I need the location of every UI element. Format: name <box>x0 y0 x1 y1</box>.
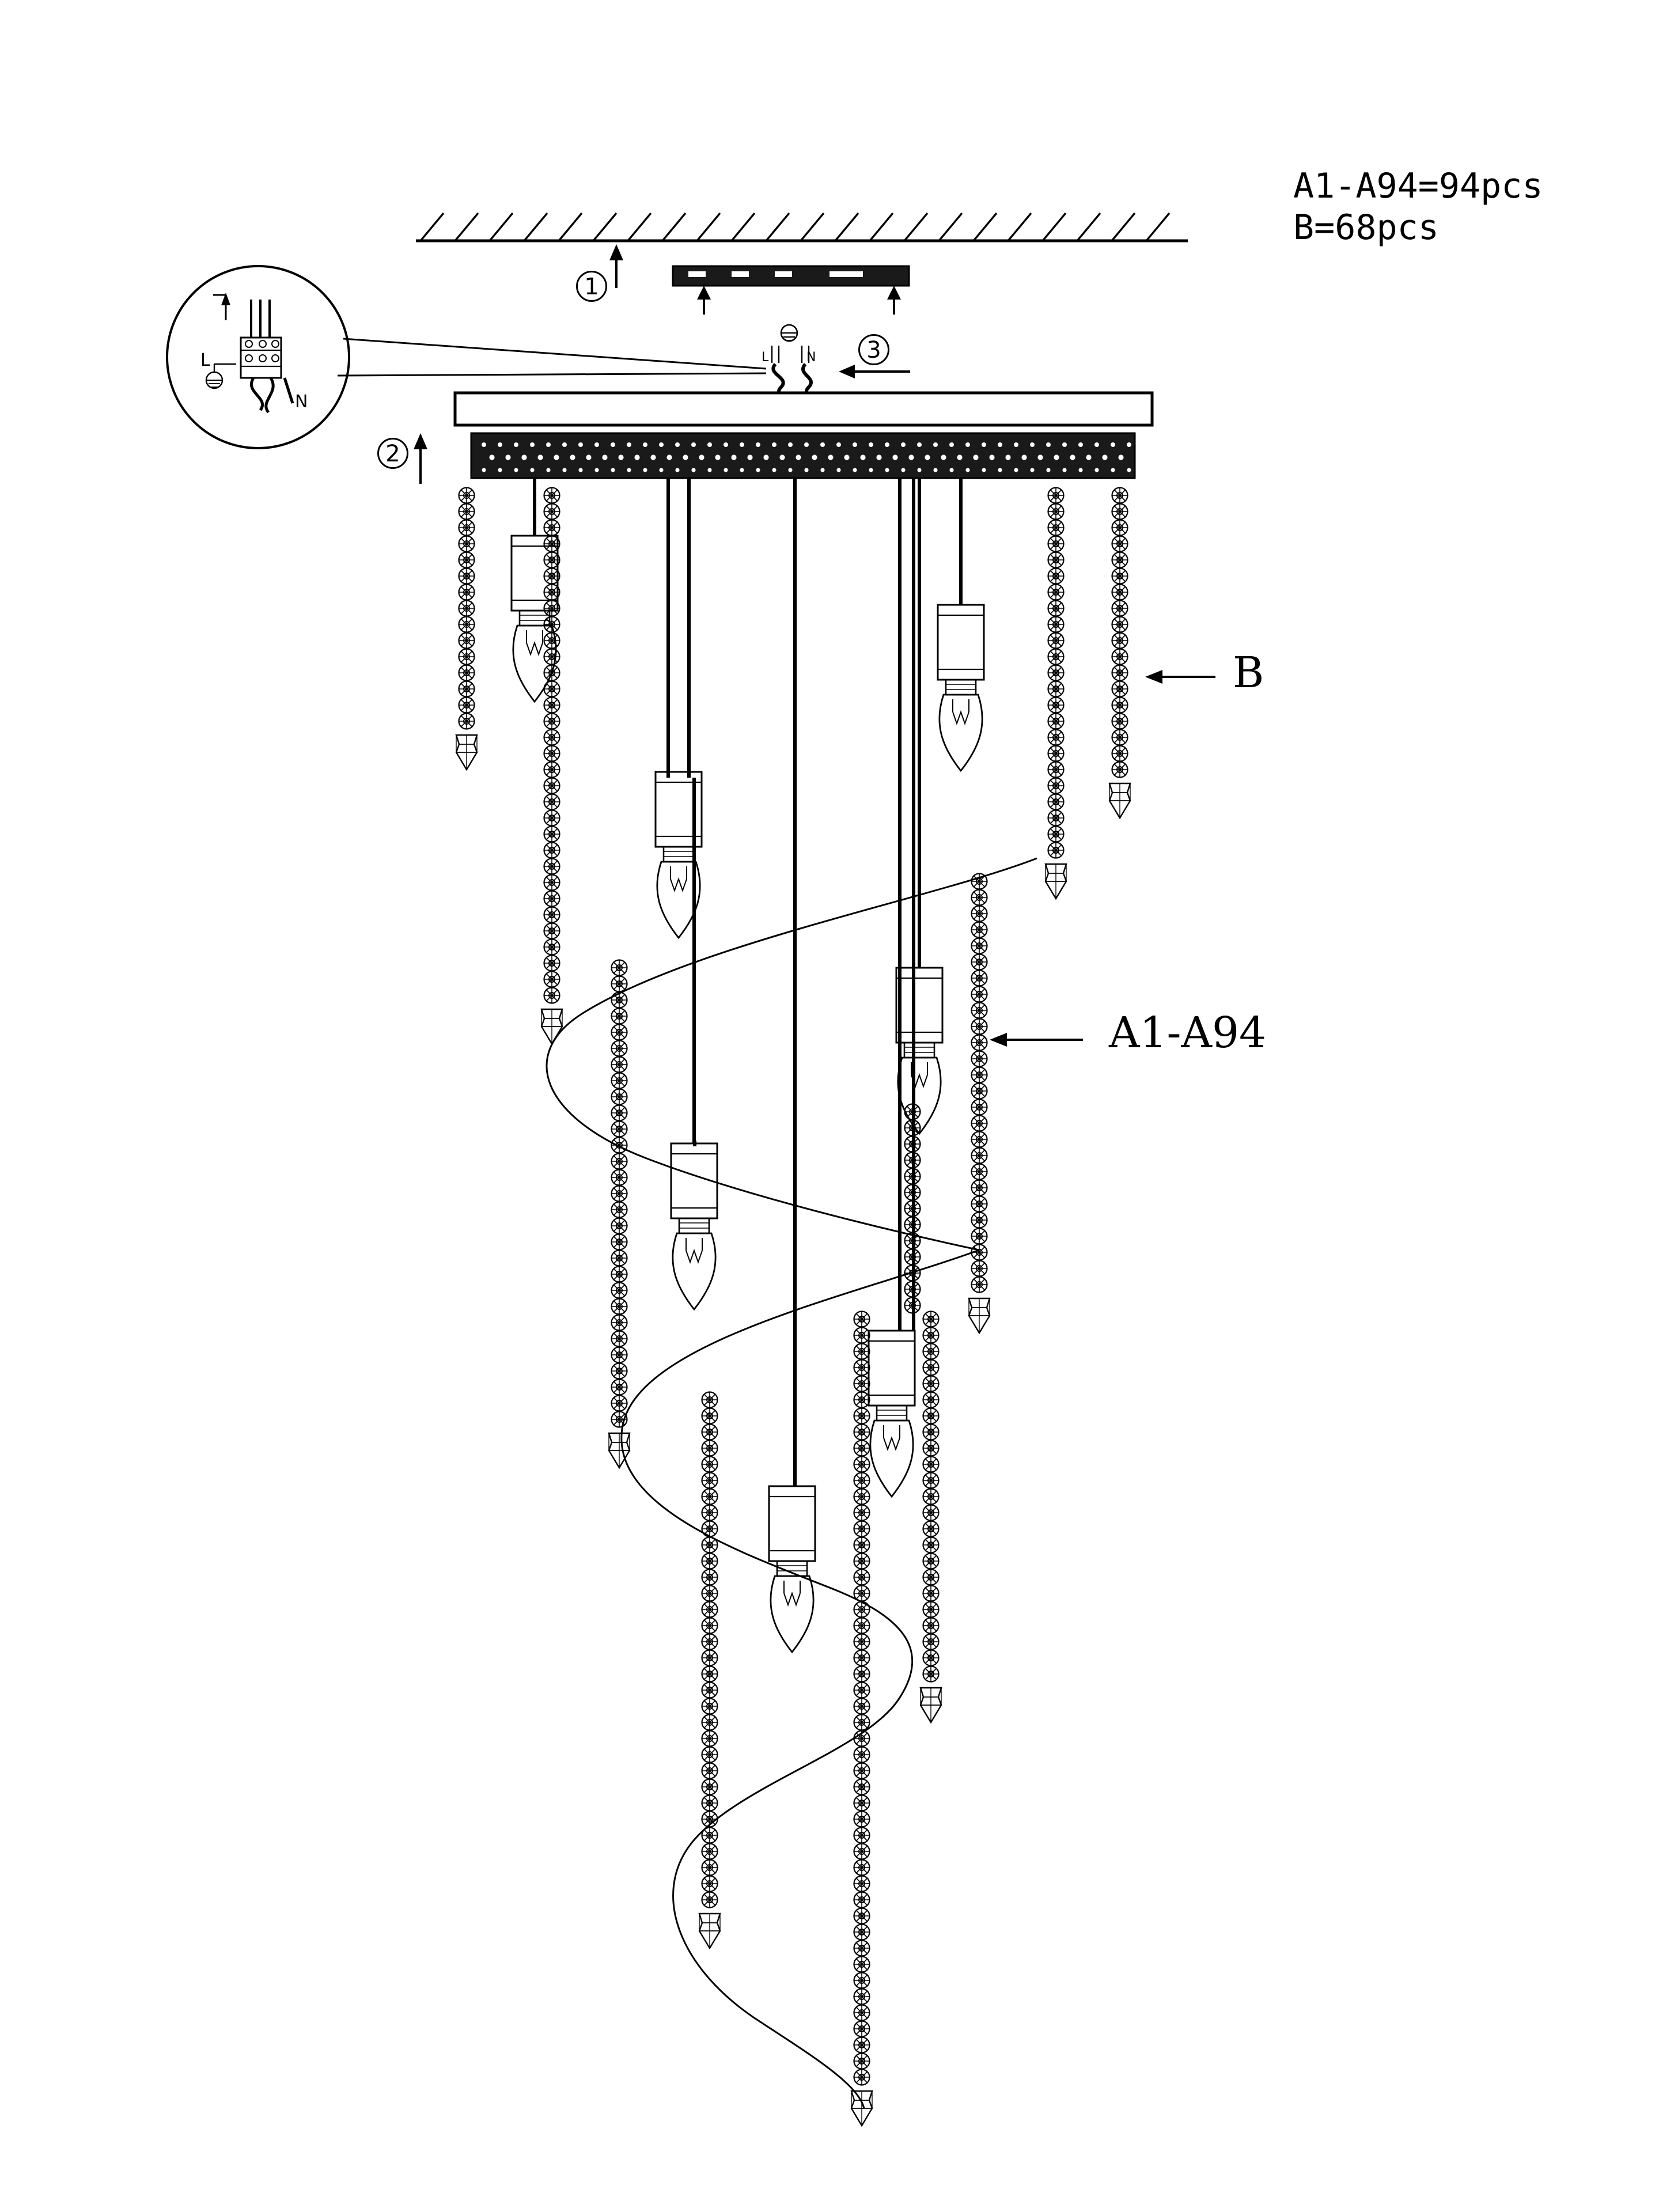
parts-count-b: B=68pcs <box>1293 207 1439 248</box>
detail-wire-label-neutral: N <box>295 392 308 412</box>
bead-strand-7 <box>905 1104 921 1313</box>
crystal-band <box>471 433 1135 478</box>
canopy-plate <box>455 393 1152 425</box>
callout-label-b: B <box>1233 648 1264 698</box>
step-marker-2: 2 <box>377 438 408 469</box>
callout-arrow-B <box>1145 670 1215 684</box>
lamp-unit-7 <box>769 1486 815 1652</box>
step-3-arrow <box>839 365 910 378</box>
lamp-unit-3 <box>938 605 984 771</box>
bead-strand-4 <box>699 1392 720 1949</box>
bead-strand-3 <box>609 960 630 1468</box>
bead-strand-6 <box>921 1312 941 1723</box>
ceiling-hatching <box>416 213 1188 241</box>
detail-wire-label-live: L <box>200 350 210 370</box>
step-1-arrow <box>609 244 623 288</box>
mounting-bracket <box>673 266 909 315</box>
callout-arrow-A <box>990 1033 1083 1047</box>
step-marker-3: 3 <box>858 334 889 365</box>
lamp-unit-5 <box>671 778 717 1309</box>
step-marker-1: 1 <box>576 271 607 302</box>
wire-label-live: L <box>762 350 769 365</box>
bead-strand-10 <box>1109 488 1130 819</box>
lamp-unit-6 <box>869 1331 915 1497</box>
callout-label-a: A1-A94 <box>1109 1008 1267 1058</box>
bead-strand-8 <box>969 874 990 1334</box>
parts-count-a: A1-A94=94pcs <box>1293 166 1543 206</box>
bead-strand-2 <box>541 488 562 1044</box>
wire-label-neutral: N <box>806 350 816 365</box>
bead-strand-9 <box>1046 488 1066 899</box>
bead-strand-5 <box>851 1312 872 2126</box>
step-2-arrow <box>414 433 427 484</box>
lamp-unit-4 <box>896 478 942 1134</box>
bead-strand-1 <box>456 488 477 770</box>
